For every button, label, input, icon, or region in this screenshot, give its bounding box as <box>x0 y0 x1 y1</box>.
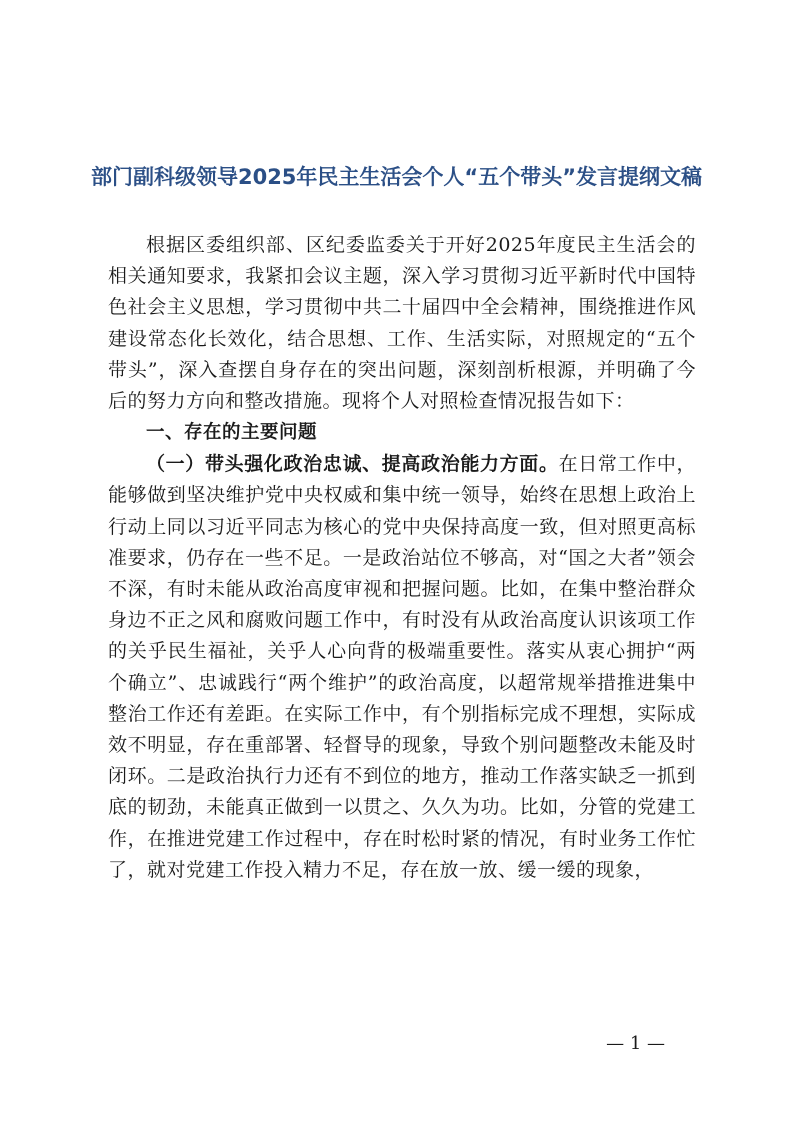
subsection-body: 在日常工作中，能够做到坚决维护党中央权威和集中统一领导，始终在思想上政治上行动上同以习近平同志为核心的党中央保持高度一致，但对照更高标准要求，仍存在一些不足。一是政治站位不够高，对“国之大者”领会不深，有时未能从政治高度审视和把握问题。比如，在集中整治群众身边不正之风和腐败问题工作中，有时没有从政治高度认识该项工作的关乎民生福祉，关乎人心向背的极端重要性。落实从衷心拥护“两个确立”、忠诚践行“两个维护”的政治高度，以超常规举措推进集中整治工作还有差距。在实际工作中，有个别指标完成不理想，实际成效不明显，存在重部署、轻督导的现象，导致个别问题整改未能及时闭环。二是政治执行力还有不到位的地方，推动工作落实缺乏一抓到底的韧劲，未能真正做到一以贯之、久久为功。比如，分管的党建工作，在推进党建工作过程中，存在时松时紧的情况，有时业务工作忙了，就对党建工作投入精力不足，存在放一放、缓一缓的现象， <box>108 453 696 881</box>
document-body <box>108 230 696 886</box>
section-heading-problems: 一、存在的主要问题 <box>146 422 318 444</box>
page-title: 部门副科级领导2025年民主生活会个人“五个带头”发言提纲文稿 <box>90 165 703 190</box>
intro-paragraph: 根据区委组织部、区纪委监委关于开好2025年度民主生活会的相关通知要求，我紧扣会议主题，深入学习贯彻习近平新时代中国特色社会主义思想，学习贯彻中共二十届四中全会精神，围绕推进作风建设常态化长效化，结合思想、工作、生活实际，对照规定的“五个带头”，深入查摆自身存在的突出问题，深刻剖析根源，并明确了今后的努力方向和整改措施。现将个人对照检查情况报告如下： <box>108 234 696 413</box>
subsection-label: （一）带头强化政治忠诚、提高政治能力方面。 <box>146 453 559 476</box>
page-number: — 1 — <box>606 1033 665 1054</box>
subsection-paragraph <box>108 449 696 886</box>
